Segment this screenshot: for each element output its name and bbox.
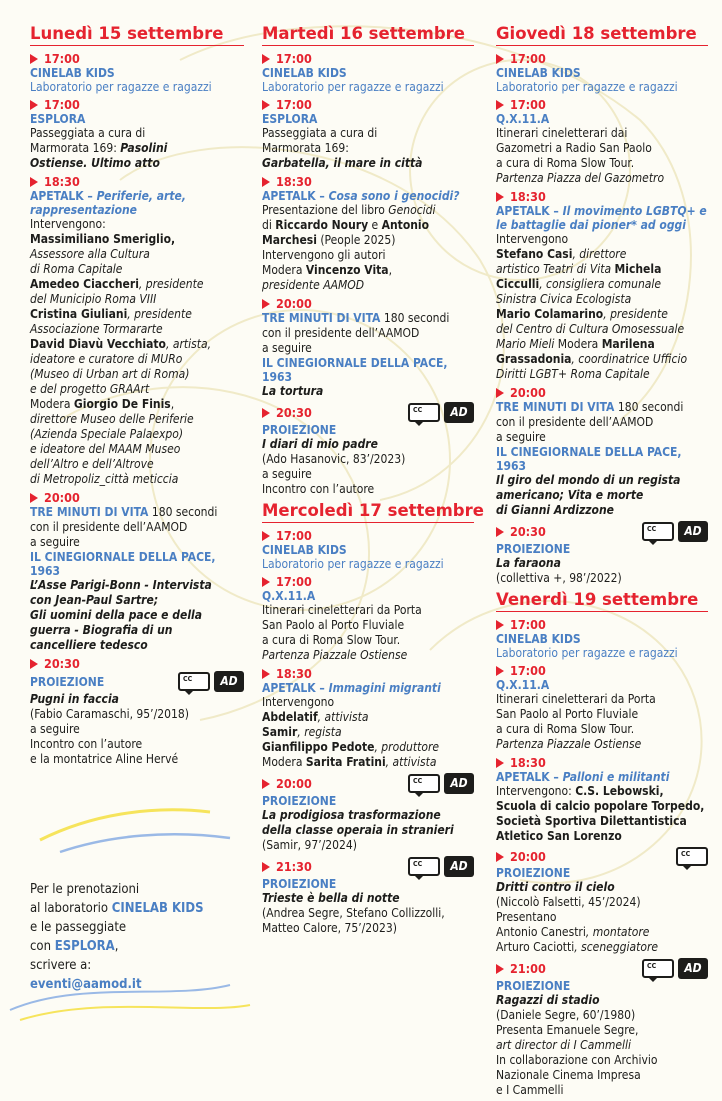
day-heading-wednesday: Mercoledì 17 settembre bbox=[262, 501, 474, 523]
play-triangle-icon bbox=[262, 299, 270, 309]
play-triangle-icon bbox=[496, 100, 504, 110]
speaker-name: Stefano Casi bbox=[496, 247, 573, 261]
event-line: Itinerari cineletterari da Porta bbox=[496, 692, 656, 706]
audio-description-icon: AD bbox=[444, 402, 474, 423]
booking-info bbox=[30, 880, 230, 994]
speaker-role: (Museo di Urban art di Roma) bbox=[30, 367, 190, 381]
play-triangle-icon bbox=[496, 758, 504, 768]
event-category: APETALK – bbox=[496, 204, 563, 218]
event-category: PROIEZIONE bbox=[30, 674, 105, 689]
speaker-role: Diritti LGBT+ Roma Capitale bbox=[496, 367, 650, 381]
closed-captions-icon: CC bbox=[642, 959, 674, 978]
event-title: Trieste è bella di notte bbox=[262, 891, 400, 905]
speaker-name: Antonio Canestri bbox=[496, 925, 586, 939]
event-line: Modera bbox=[262, 263, 306, 277]
audio-description-icon: AD bbox=[678, 521, 708, 542]
speaker-name: Marchesi bbox=[262, 233, 317, 247]
event-item bbox=[262, 402, 474, 497]
speaker-role: Assessore alla Cultura bbox=[30, 247, 150, 261]
booking-keyword: ESPLORA bbox=[54, 939, 115, 954]
speaker-name: Vincenzo Vita bbox=[305, 263, 389, 277]
day-heading-thursday: Giovedì 18 settembre bbox=[496, 24, 708, 46]
event-item bbox=[262, 97, 474, 171]
event-time: 17:00 bbox=[276, 528, 312, 543]
event-item bbox=[262, 856, 474, 936]
event-description: Laboratorio per ragazze e ragazzi bbox=[496, 80, 678, 94]
event-title: Pasolini bbox=[120, 141, 168, 155]
event-line: 180 secondi bbox=[148, 505, 218, 519]
event-line: Intervengono gli autori bbox=[262, 248, 386, 262]
event-category: Q.X.11.A bbox=[496, 112, 550, 126]
event-category: CINELAB KIDS bbox=[30, 66, 115, 80]
speaker-name: Grassadonia bbox=[496, 352, 572, 366]
day-heading-friday: Venerdì 19 settembre bbox=[496, 590, 708, 612]
event-title: della classe operaia in stranieri bbox=[262, 823, 454, 837]
column-thursday-friday bbox=[496, 24, 708, 1101]
speaker-name: Cicculli bbox=[496, 277, 540, 291]
event-title: con Jean-Paul Sartre; bbox=[30, 593, 159, 607]
speaker-name: Antonio bbox=[381, 218, 430, 232]
event-line: Modera bbox=[262, 755, 306, 769]
speaker-role: , consigliera comunale bbox=[539, 277, 662, 291]
play-triangle-icon bbox=[262, 862, 270, 872]
event-item bbox=[262, 51, 474, 94]
event-line: 180 secondi bbox=[380, 311, 450, 325]
play-triangle-icon bbox=[262, 408, 270, 418]
event-subtitle: Periferie, arte, rappresentazione bbox=[30, 189, 186, 217]
speaker-role: del Centro di Cultura Omosessuale bbox=[496, 322, 685, 336]
speaker-role: , regista bbox=[297, 725, 342, 739]
event-subtitle: Immagini migranti bbox=[328, 681, 441, 695]
speaker-name: Riccardo Noury bbox=[275, 218, 369, 232]
event-item bbox=[496, 958, 708, 1098]
event-item bbox=[496, 847, 708, 955]
event-time: 17:00 bbox=[510, 97, 546, 112]
play-triangle-icon bbox=[496, 620, 504, 630]
event-title: Dritti contro il cielo bbox=[496, 880, 615, 894]
event-line: Gazometri a Radio San Paolo bbox=[496, 141, 652, 155]
speaker-role: , montatore bbox=[585, 925, 650, 939]
event-title: Gli uomini della pace e della bbox=[30, 608, 202, 622]
speaker-name: Giorgio De Finis bbox=[73, 397, 171, 411]
play-triangle-icon bbox=[496, 964, 504, 974]
event-time: 17:00 bbox=[510, 617, 546, 632]
event-line: (Fabio Caramaschi, 95’/2018) bbox=[30, 707, 189, 721]
event-category: TRE MINUTI DI VITA bbox=[262, 311, 381, 325]
event-category: PROIEZIONE bbox=[262, 794, 337, 808]
play-triangle-icon bbox=[262, 531, 270, 541]
closed-captions-icon: CC bbox=[408, 857, 440, 876]
event-title: Ragazzi di stadio bbox=[496, 993, 600, 1007]
event-time: 18:30 bbox=[276, 174, 312, 189]
event-time: 20:30 bbox=[276, 405, 312, 420]
event-line: con il presidente dell’AAMOD bbox=[30, 520, 188, 534]
event-item bbox=[30, 490, 244, 653]
event-item bbox=[496, 97, 708, 186]
event-line: a seguire bbox=[262, 467, 312, 481]
event-line: Presentazione del libro bbox=[262, 203, 389, 217]
event-item bbox=[262, 574, 474, 663]
day-heading-monday: Lunedì 15 settembre bbox=[30, 24, 244, 46]
event-title: guerra - Biografia di un bbox=[30, 623, 173, 637]
event-category: APETALK – bbox=[496, 770, 563, 784]
event-line: a seguire bbox=[30, 535, 80, 549]
event-category: PROIEZIONE bbox=[496, 866, 571, 880]
audio-description-icon: AD bbox=[444, 773, 474, 794]
speaker-role: , artista, bbox=[165, 337, 212, 351]
event-line: di bbox=[262, 218, 276, 232]
speaker-name: Marilena bbox=[601, 337, 655, 351]
event-title: I diari di mio padre bbox=[262, 437, 378, 451]
event-title: Ostiense. Ultimo atto bbox=[30, 156, 160, 170]
event-time: 20:00 bbox=[510, 849, 546, 864]
event-subtitle: Il movimento LGBTQ+ e le battaglie dai pioner* ad oggi bbox=[496, 204, 707, 232]
speaker-role: , coordinatrice Ufficio bbox=[571, 352, 688, 366]
event-item bbox=[262, 773, 474, 853]
event-item bbox=[30, 656, 244, 767]
play-triangle-icon bbox=[496, 54, 504, 64]
speaker-role: , direttore bbox=[572, 247, 627, 261]
speaker-name: Gianfilippo Pedote bbox=[262, 740, 375, 754]
event-time: 21:30 bbox=[276, 859, 312, 874]
event-line: Passeggiata a cura di bbox=[262, 126, 378, 140]
speaker-role: del Municipio Roma VIII bbox=[30, 292, 157, 306]
event-series: IL CINEGIORNALE DELLA PACE, 1963 bbox=[496, 445, 682, 473]
event-item bbox=[262, 666, 474, 770]
audio-description-icon: AD bbox=[444, 856, 474, 877]
event-item bbox=[496, 663, 708, 752]
closed-captions-icon: CC bbox=[642, 522, 674, 541]
event-description: Laboratorio per ragazze e ragazzi bbox=[30, 80, 212, 94]
event-item bbox=[496, 521, 708, 586]
closed-captions-icon: CC bbox=[676, 847, 708, 866]
event-line: a cura di Roma Slow Tour. bbox=[496, 156, 635, 170]
event-title: cancelliere tedesco bbox=[30, 638, 148, 652]
speaker-role: art director di I Cammelli bbox=[496, 1038, 632, 1052]
event-line: Incontro con l’autore bbox=[30, 737, 143, 751]
speaker-role: , attivista bbox=[385, 755, 437, 769]
event-line: Marmorata 169: bbox=[262, 141, 349, 155]
play-triangle-icon bbox=[30, 177, 38, 187]
event-line: e bbox=[368, 218, 382, 232]
event-category: TRE MINUTI DI VITA bbox=[30, 505, 149, 519]
speaker-name: Società Sportiva Dilettantistica bbox=[496, 814, 687, 828]
event-line: , bbox=[388, 263, 393, 277]
event-line: Marmorata 169: bbox=[30, 141, 121, 155]
event-item bbox=[30, 174, 244, 487]
event-line: e la montatrice Aline Hervé bbox=[30, 752, 179, 766]
play-triangle-icon bbox=[30, 100, 38, 110]
event-subtitle: Cosa sono i genocidi? bbox=[328, 189, 460, 203]
event-time: 17:00 bbox=[44, 51, 80, 66]
event-line: Nazionale Cinema Impresa bbox=[496, 1068, 641, 1082]
event-line: con il presidente dell’AAMOD bbox=[262, 326, 420, 340]
play-triangle-icon bbox=[496, 527, 504, 537]
event-title: La tortura bbox=[262, 384, 324, 398]
event-category: CINELAB KIDS bbox=[262, 66, 347, 80]
event-category: APETALK – bbox=[262, 189, 329, 203]
event-time: 18:30 bbox=[510, 189, 546, 204]
event-line: Intervengono: bbox=[30, 217, 106, 231]
event-time: 20:00 bbox=[44, 490, 80, 505]
event-line: Intervengono bbox=[496, 232, 569, 246]
play-triangle-icon bbox=[30, 659, 38, 669]
play-triangle-icon bbox=[496, 388, 504, 398]
event-item bbox=[496, 385, 708, 518]
event-time: 20:00 bbox=[276, 776, 312, 791]
play-triangle-icon bbox=[262, 577, 270, 587]
event-line: Matteo Calore, 75’/2023) bbox=[262, 921, 397, 935]
play-triangle-icon bbox=[262, 779, 270, 789]
event-time: 20:00 bbox=[276, 296, 312, 311]
event-location: Partenza Piazzale Ostiense bbox=[496, 737, 642, 751]
event-subtitle: Palloni e militanti bbox=[562, 770, 670, 784]
event-line: con il presidente dell’AAMOD bbox=[496, 415, 654, 429]
speaker-role: e del progetto GRAArt bbox=[30, 382, 150, 396]
speaker-role: presidente AAMOD bbox=[262, 278, 365, 292]
audio-description-icon: AD bbox=[214, 671, 244, 692]
event-description: Laboratorio per ragazze e ragazzi bbox=[496, 646, 678, 660]
booking-line: , bbox=[114, 939, 119, 954]
event-item bbox=[30, 51, 244, 94]
booking-line: e le passeggiate bbox=[30, 920, 127, 935]
speaker-role: Sinistra Civica Ecologista bbox=[496, 292, 632, 306]
speaker-name: Scuola di calcio popolare Torpedo, bbox=[496, 799, 705, 813]
event-line: a seguire bbox=[262, 341, 312, 355]
booking-keyword: CINELAB KIDS bbox=[111, 901, 204, 916]
speaker-role: , presidente bbox=[127, 307, 192, 321]
event-line: Intervengono: bbox=[496, 784, 576, 798]
event-time: 18:30 bbox=[276, 666, 312, 681]
event-title: La faraona bbox=[496, 556, 561, 570]
play-triangle-icon bbox=[496, 192, 504, 202]
speaker-name: Michela bbox=[614, 262, 662, 276]
event-line: 180 secondi bbox=[614, 400, 684, 414]
event-category: Q.X.11.A bbox=[262, 589, 316, 603]
speaker-name: Samir bbox=[262, 725, 298, 739]
booking-email-link[interactable]: eventi@aamod.it bbox=[30, 977, 142, 992]
event-line: (Ado Hasanovic, 83’/2023) bbox=[262, 452, 406, 466]
event-category: PROIEZIONE bbox=[496, 542, 571, 556]
play-triangle-icon bbox=[262, 54, 270, 64]
event-line: Itinerari cineletterari dai bbox=[496, 126, 628, 140]
event-category: ESPLORA bbox=[30, 112, 86, 126]
event-category: ESPLORA bbox=[262, 112, 318, 126]
event-description: Laboratorio per ragazze e ragazzi bbox=[262, 557, 444, 571]
event-time: 17:00 bbox=[510, 663, 546, 678]
play-triangle-icon bbox=[262, 177, 270, 187]
speaker-role: , presidente bbox=[138, 277, 204, 291]
event-item bbox=[262, 174, 474, 293]
audio-description-icon: AD bbox=[678, 958, 708, 979]
event-series: IL CINEGIORNALE DELLA PACE, 1963 bbox=[262, 356, 448, 384]
event-line: (Daniele Segre, 60’/1980) bbox=[496, 1008, 636, 1022]
event-line: San Paolo al Porto Fluviale bbox=[262, 618, 405, 632]
event-time: 20:00 bbox=[510, 385, 546, 400]
closed-captions-icon: CC bbox=[408, 403, 440, 422]
event-line: In collaborazione con Archivio bbox=[496, 1053, 658, 1067]
event-location: Partenza Piazza del Gazometro bbox=[496, 171, 665, 185]
event-line: Modera bbox=[30, 397, 74, 411]
speaker-name: Atletico San Lorenzo bbox=[496, 829, 622, 843]
event-line: (collettiva +, 98’/2022) bbox=[496, 571, 622, 585]
event-line: San Paolo al Porto Fluviale bbox=[496, 707, 639, 721]
event-title: La prodigiosa trasformazione bbox=[262, 808, 441, 822]
event-item bbox=[262, 296, 474, 399]
speaker-name: Mario Colamarino bbox=[496, 307, 604, 321]
speaker-role: ideatore e curatore di MURo bbox=[30, 352, 183, 366]
event-category: CINELAB KIDS bbox=[496, 66, 581, 80]
event-item bbox=[262, 528, 474, 571]
event-category: TRE MINUTI DI VITA bbox=[496, 400, 615, 414]
speaker-role: artistico Teatri di Vita bbox=[496, 262, 615, 276]
booking-line: con bbox=[30, 939, 55, 954]
speaker-role: di Roma Capitale bbox=[30, 262, 123, 276]
event-title: Pugni in faccia bbox=[30, 692, 119, 706]
event-category: CINELAB KIDS bbox=[496, 632, 581, 646]
event-location: Partenza Piazzale Ostiense bbox=[262, 648, 408, 662]
event-title: L’Asse Parigi-Bonn - Intervista bbox=[30, 578, 212, 592]
event-category: APETALK – bbox=[262, 681, 329, 695]
speaker-role: Mario Mieli bbox=[496, 337, 555, 351]
event-line: Presenta Emanuele Segre, bbox=[496, 1023, 639, 1037]
speaker-role: e ideatore del MAAM Museo bbox=[30, 442, 181, 456]
event-line: Passeggiata a cura di bbox=[30, 126, 146, 140]
event-time: 20:30 bbox=[510, 524, 546, 539]
event-category: PROIEZIONE bbox=[262, 877, 337, 891]
play-triangle-icon bbox=[30, 493, 38, 503]
speaker-name: C.S. Lebowski, bbox=[575, 784, 664, 798]
speaker-name: Amedeo Ciaccheri bbox=[30, 277, 139, 291]
speaker-role: direttore Museo delle Periferie bbox=[30, 412, 194, 426]
speaker-role: , presidente bbox=[603, 307, 668, 321]
speaker-name: Massimiliano Smeriglio, bbox=[30, 232, 176, 246]
speaker-name: Arturo Caciotti bbox=[496, 940, 575, 954]
speaker-name: Cristina Giuliani bbox=[30, 307, 128, 321]
event-title: americano; Vita e morte bbox=[496, 488, 644, 502]
event-time: 17:00 bbox=[276, 97, 312, 112]
event-item bbox=[496, 51, 708, 94]
event-category: Q.X.11.A bbox=[496, 678, 550, 692]
speaker-role: , produttore bbox=[374, 740, 440, 754]
event-line: a cura di Roma Slow Tour. bbox=[496, 722, 635, 736]
event-time: 18:30 bbox=[44, 174, 80, 189]
event-line: (Samir, 97’/2024) bbox=[262, 838, 357, 852]
event-line: e I Cammelli bbox=[496, 1083, 564, 1097]
column-monday bbox=[30, 24, 244, 770]
speaker-role: , sceneggiatore bbox=[574, 940, 659, 954]
event-line: Itinerari cineletterari da Porta bbox=[262, 603, 422, 617]
event-item bbox=[30, 97, 244, 171]
play-triangle-icon bbox=[30, 54, 38, 64]
speaker-role: (Azienda Speciale Palaexpo) bbox=[30, 427, 184, 441]
event-category: PROIEZIONE bbox=[262, 423, 337, 437]
booking-line: scrivere a: bbox=[30, 958, 92, 973]
event-category: PROIEZIONE bbox=[496, 979, 571, 993]
booking-line: al laboratorio bbox=[30, 901, 112, 916]
event-line: (Andrea Segre, Stefano Collizzolli, bbox=[262, 906, 445, 920]
event-line: (People 2025) bbox=[316, 233, 396, 247]
column-tuesday-wednesday bbox=[262, 24, 484, 939]
event-line: a cura di Roma Slow Tour. bbox=[262, 633, 401, 647]
event-line: a seguire bbox=[496, 430, 546, 444]
event-title: Il giro del mondo di un regista bbox=[496, 473, 681, 487]
event-line: Intervengono bbox=[262, 695, 335, 709]
event-description: Laboratorio per ragazze e ragazzi bbox=[262, 80, 444, 94]
event-item bbox=[496, 189, 708, 382]
play-triangle-icon bbox=[496, 852, 504, 862]
speaker-role: , attivista bbox=[317, 710, 369, 724]
speaker-role: Associazione Tormararte bbox=[30, 322, 163, 336]
event-time: 17:00 bbox=[44, 97, 80, 112]
speaker-name: Sarita Fratini bbox=[305, 755, 386, 769]
event-time: 17:00 bbox=[276, 574, 312, 589]
speaker-role: dell’Altro e dell’Altrove bbox=[30, 457, 154, 471]
event-series: IL CINEGIORNALE DELLA PACE, 1963 bbox=[30, 550, 216, 578]
event-line: a seguire bbox=[30, 722, 80, 736]
day-heading-tuesday: Martedì 16 settembre bbox=[262, 24, 474, 46]
closed-captions-icon: CC bbox=[178, 672, 210, 691]
event-time: 18:30 bbox=[510, 755, 546, 770]
event-line: Incontro con l’autore bbox=[262, 482, 375, 496]
event-line: Modera bbox=[554, 337, 602, 351]
event-category: APETALK – bbox=[30, 189, 97, 203]
event-time: 17:00 bbox=[276, 51, 312, 66]
book-title: Genocidi bbox=[388, 203, 436, 217]
event-title: Garbatella, il mare in città bbox=[262, 156, 423, 170]
booking-line: Per le prenotazioni bbox=[30, 882, 140, 897]
speaker-role: di Metropoliz_città meticcia bbox=[30, 472, 179, 486]
event-time: 20:30 bbox=[44, 656, 80, 671]
event-line: , bbox=[170, 397, 175, 411]
event-time: 21:00 bbox=[510, 961, 546, 976]
speaker-name: Abdelatif bbox=[262, 710, 318, 724]
event-item bbox=[496, 617, 708, 660]
closed-captions-icon: CC bbox=[408, 774, 440, 793]
event-line: Presentano bbox=[496, 910, 557, 924]
event-title: di Gianni Ardizzone bbox=[496, 503, 614, 517]
play-triangle-icon bbox=[262, 100, 270, 110]
event-time: 17:00 bbox=[510, 51, 546, 66]
play-triangle-icon bbox=[262, 669, 270, 679]
event-category: CINELAB KIDS bbox=[262, 543, 347, 557]
event-line: (Niccolò Falsetti, 45’/2024) bbox=[496, 895, 641, 909]
event-item bbox=[496, 755, 708, 844]
play-triangle-icon bbox=[496, 666, 504, 676]
speaker-name: David Diavù Vecchiato bbox=[30, 337, 166, 351]
